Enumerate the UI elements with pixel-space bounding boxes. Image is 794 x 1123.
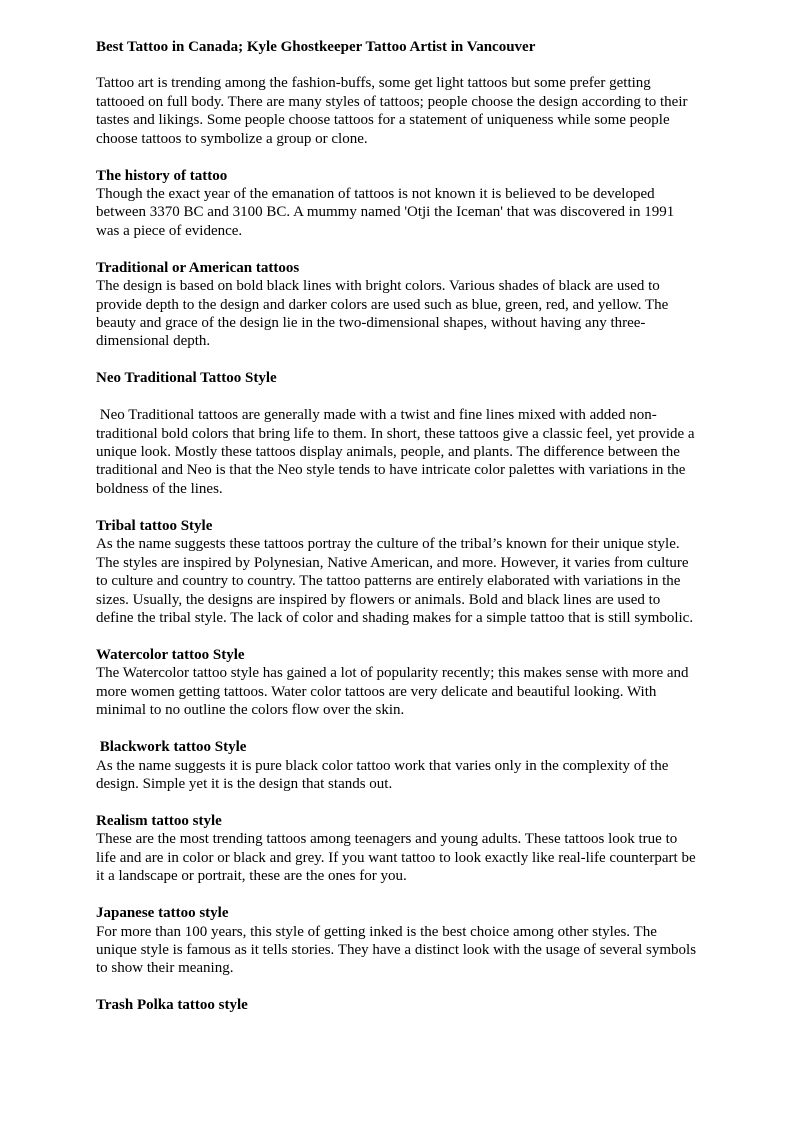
section-body: Though the exact year of the emanation of tattoos is not known it is believed to be developed between 3370 BC and 3100 BC. A mummy named 'Otji the Iceman' that was discovered in 1991 was a piece of evidence.: [96, 186, 675, 239]
section-body: The Watercolor tattoo style has gained a lot of popularity recently; this makes sense with more and more women getting tattoos. Water color tattoos are very delicate and beautiful looking. With minimal to no outline the colors flow over the skin.: [96, 665, 689, 719]
section-body: Neo Traditional tattoos are generally made with a twist and fine lines mixed with added non-traditional bold colors that bring life to them. In short, these tattoos give a classic feel, yet provide a unique look. Mostly these tattoos display animals, people, and plants. The difference between the traditional and Neo is that the Neo style tends to have intricate color palettes with variations in the boldness of the lines.: [96, 407, 699, 497]
section-body: As the name suggests it is pure black color tattoo work that varies only in the complexity of the design. Simple yet it is the design that stands out.: [96, 757, 669, 792]
section-body: The design is based on bold black lines with bright colors. Various shades of black are used to provide depth to the design and darker colors are used such as blue, green, red, and yellow. The beauty and grace of the design lie in the two-dimensional shapes, without having any three-dimensional depth.: [96, 278, 669, 350]
document-title: Best Tattoo in Canada; Kyle Ghostkeeper Tattoo Artist in Vancouver: [96, 39, 536, 55]
section-heading: Tribal tattoo Style: [96, 517, 213, 534]
section-tribal: [96, 517, 698, 627]
section-heading: Blackwork tattoo Style: [96, 739, 247, 756]
section-japanese: [96, 904, 698, 978]
section-heading: Traditional or American tattoos: [96, 259, 300, 276]
section-body: For more than 100 years, this style of getting inked is the best choice among other styles. The unique style is famous as it tells stories. They have a distinct look with the usage of several symbols to show their meaning.: [96, 923, 697, 977]
section-traditional: [96, 259, 698, 351]
section-body: As the name suggests these tattoos portray the culture of the tribal’s known for their unique style. The styles are inspired by Polynesian, Native American, and more. However, it varies from culture to culture and country to country. The tattoo patterns are entirely elaborated with variations in the sizes. Usually, the designs are inspired by flowers or animals. Bold and black lines are used to define the tribal style. The lack of color and shading makes for a simple tattoo that is still symbolic.: [96, 536, 694, 626]
section-heading: Japanese tattoo style: [96, 905, 229, 922]
section-body: These are the most trending tattoos among teenagers and young adults. These tattoos look true to life and are in color or black and grey. If you want tattoo to look exactly like real-life counterpart be it a landscape or portrait, these are the ones for you.: [96, 831, 696, 885]
section-heading: The history of tattoo: [96, 167, 228, 184]
section-heading: Realism tattoo style: [96, 812, 222, 829]
intro-paragraph: Tattoo art is trending among the fashion-buffs, some get light tattoos but some prefer getting tattooed on full body. There are many styles of tattoos; people choose the design according to their tastes and likings. Some people choose tattoos for a statement of uniqueness while some people choose tattoos to symbolize a group or clone.: [96, 75, 688, 147]
section-neo-traditional: [96, 369, 698, 498]
section-history: [96, 167, 698, 241]
section-heading: Watercolor tattoo Style: [96, 646, 245, 663]
section-trash-polka: [96, 996, 698, 1014]
section-watercolor: [96, 646, 698, 720]
section-blackwork: [96, 738, 698, 793]
section-heading: Trash Polka tattoo style: [96, 997, 248, 1014]
section-heading: Neo Traditional Tattoo Style: [96, 370, 277, 387]
section-realism: [96, 812, 698, 886]
document-page: [96, 38, 698, 1015]
